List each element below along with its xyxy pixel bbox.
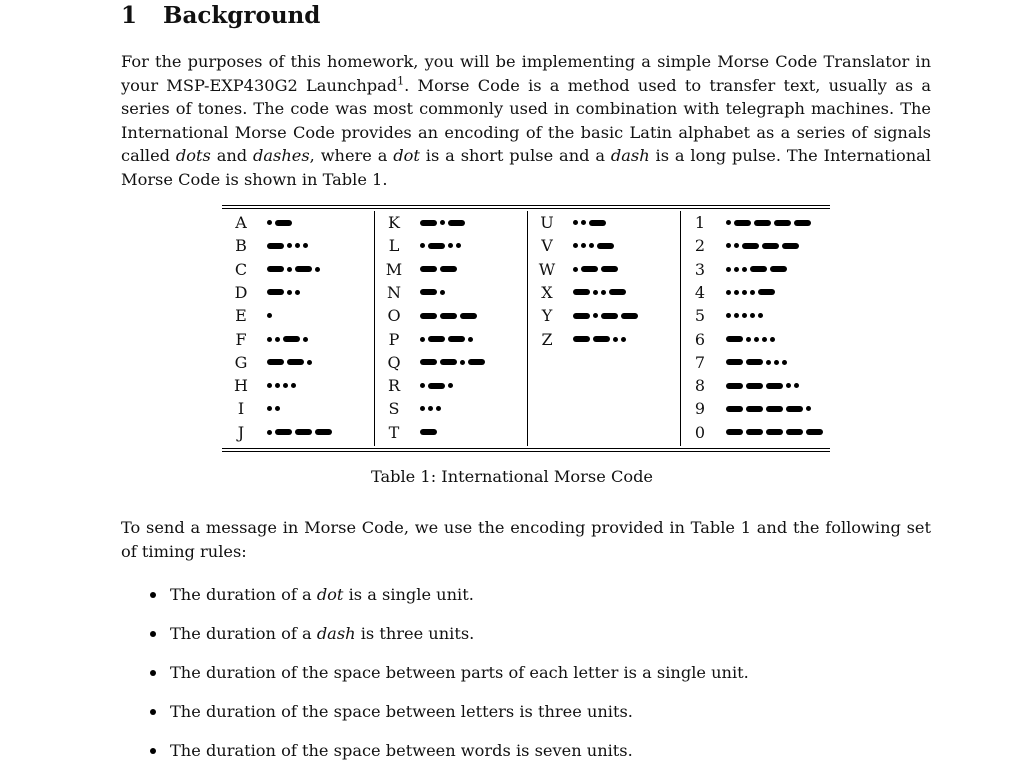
morse-dot (782, 360, 787, 365)
morse-code-symbol (267, 397, 283, 420)
morse-dot (275, 406, 280, 411)
morse-code-symbol (267, 328, 311, 351)
morse-code-symbol (420, 351, 488, 374)
morse-dot (601, 290, 606, 295)
morse-dot (456, 243, 461, 248)
morse-dash (766, 429, 783, 435)
morse-dot (726, 243, 731, 248)
morse-dash (726, 359, 743, 365)
timing-rule-item (150, 583, 749, 622)
bullet-icon (150, 709, 156, 715)
morse-code-symbol (573, 258, 621, 281)
morse-code-symbol (726, 328, 778, 351)
morse-dash (267, 243, 284, 249)
table-row (375, 281, 528, 304)
morse-dash (295, 266, 312, 272)
timing-intro-paragraph: To send a message in Morse Code, we use the encoding provided in Table 1 and the following set of timing rules: (121, 518, 931, 561)
timing-rule-item (150, 700, 749, 739)
morse-code-symbol (267, 211, 295, 234)
table-character: 1 (694, 213, 706, 232)
morse-code-symbol (420, 328, 476, 351)
morse-code-symbol (726, 374, 802, 397)
morse-dash (746, 383, 763, 389)
morse-dot (581, 243, 586, 248)
morse-code-symbol (420, 211, 468, 234)
morse-dot (734, 267, 739, 272)
morse-dash (597, 243, 614, 249)
morse-dash (315, 429, 332, 435)
table-column-a-j (222, 211, 374, 446)
morse-dot (267, 406, 272, 411)
morse-code-symbol (420, 281, 448, 304)
bullet-icon (150, 670, 156, 676)
morse-dot (287, 267, 292, 272)
morse-dot (806, 406, 811, 411)
table-row (375, 211, 528, 234)
morse-dash (440, 266, 457, 272)
morse-code-symbol (726, 281, 778, 304)
intro-text-1: For the purposes of this homework, you will be implementing a simple Morse Code Translator in your MSP-EXP430G2 Launchpad (121, 52, 931, 95)
morse-dash (460, 313, 477, 319)
morse-dot (573, 267, 578, 272)
morse-dash (420, 359, 437, 365)
table-row (375, 328, 528, 351)
morse-dot (468, 337, 473, 342)
morse-dash (581, 266, 598, 272)
table-character: H (234, 376, 248, 396)
morse-dash (601, 313, 618, 319)
morse-dot (742, 267, 747, 272)
table-character: V (541, 236, 553, 256)
morse-dash (283, 336, 300, 342)
morse-dash (726, 429, 743, 435)
table-character: 6 (694, 329, 706, 349)
table-character: G (234, 352, 248, 372)
morse-code-symbol (267, 421, 335, 444)
morse-dot (460, 360, 465, 365)
table-row (375, 351, 528, 374)
term-dot: dot (393, 146, 420, 165)
morse-dot (420, 337, 425, 342)
table-row (375, 397, 528, 420)
morse-code-symbol (420, 234, 464, 257)
table-row (681, 397, 831, 420)
morse-code-symbol (420, 304, 480, 327)
rule-text: The duration of the space between words is seven units. (170, 741, 633, 760)
table-row (375, 258, 528, 281)
morse-dot (291, 383, 296, 388)
morse-dash (428, 243, 445, 249)
morse-code-symbol (420, 374, 456, 397)
table-character: A (235, 213, 247, 232)
morse-dash (440, 313, 457, 319)
morse-dot (742, 290, 747, 295)
table-character: F (235, 329, 247, 349)
morse-dash (267, 289, 284, 295)
morse-dash (589, 220, 606, 226)
morse-code-symbol (573, 234, 617, 257)
table-character: 0 (694, 422, 706, 442)
morse-dot (766, 360, 771, 365)
morse-dot (420, 406, 425, 411)
table-row (222, 328, 374, 351)
rule-term: dot (316, 585, 344, 604)
morse-dot (283, 383, 288, 388)
morse-code-symbol (267, 304, 275, 327)
morse-dash (794, 220, 811, 226)
rule-text: The duration of the space between letters is three units. (170, 702, 633, 721)
table-row (528, 328, 681, 351)
table-character: M (385, 259, 403, 279)
morse-dot (275, 337, 280, 342)
morse-dash (593, 336, 610, 342)
intro-paragraph (121, 50, 931, 191)
morse-dot (267, 430, 272, 435)
timing-rule-item (150, 661, 749, 700)
morse-dot (770, 337, 775, 342)
table-character: K (388, 213, 400, 232)
rule-text-end: is three units. (355, 624, 475, 643)
table-character: T (388, 422, 400, 442)
bullet-icon (150, 592, 156, 598)
morse-dot (750, 290, 755, 295)
table-character: 7 (694, 352, 706, 372)
morse-dash (726, 336, 743, 342)
morse-code-symbol (267, 281, 303, 304)
timing-rules-list (150, 583, 749, 778)
morse-dot (593, 313, 598, 318)
morse-dash (726, 406, 743, 412)
morse-dot (613, 337, 618, 342)
morse-dash (287, 359, 304, 365)
table-column-k-t (374, 211, 528, 446)
morse-dot (573, 243, 578, 248)
morse-code-symbol (726, 234, 802, 257)
morse-dot (593, 290, 598, 295)
morse-code-symbol (726, 351, 790, 374)
morse-dot (621, 337, 626, 342)
morse-dash (766, 406, 783, 412)
morse-code-symbol (420, 258, 460, 281)
morse-dash (766, 383, 783, 389)
morse-dot (762, 337, 767, 342)
morse-dash (621, 313, 638, 319)
morse-dot (303, 337, 308, 342)
table-character: X (541, 282, 553, 302)
morse-dot (440, 290, 445, 295)
term-dots: dots (175, 146, 211, 165)
morse-dash (420, 220, 437, 226)
table-row (681, 304, 831, 327)
table-character: Q (387, 352, 401, 372)
table-row (222, 421, 374, 444)
morse-dot (726, 290, 731, 295)
morse-dash (762, 243, 779, 249)
morse-dot (742, 313, 747, 318)
morse-code-symbol (573, 281, 629, 304)
morse-dot (295, 243, 300, 248)
table-row (528, 281, 681, 304)
table-character: 9 (694, 399, 706, 419)
morse-dot (774, 360, 779, 365)
morse-code-symbol (267, 234, 311, 257)
morse-code-symbol (573, 211, 609, 234)
intro-text-3: , where a (309, 146, 394, 165)
morse-dash (750, 266, 767, 272)
morse-dot (267, 313, 272, 318)
table-row (528, 211, 681, 234)
table-row (375, 421, 528, 444)
morse-dash (754, 220, 771, 226)
table-character: S (388, 399, 400, 419)
table-row (528, 258, 681, 281)
table-character: E (235, 306, 247, 326)
morse-code-symbol (726, 421, 826, 444)
morse-dot (275, 383, 280, 388)
table-row (375, 374, 528, 397)
morse-dot (295, 290, 300, 295)
intro-and: and (210, 146, 254, 165)
morse-dash (573, 289, 590, 295)
intro-text-2: . Morse Code is a method used to transfer text, usually as a series of tones. The code was most commonly used in combination with telegraph machines. The International Morse Code provides an encoding of the basic Latin alphabet as a series of signals called (121, 75, 932, 165)
table-row (681, 281, 831, 304)
section-heading (121, 2, 320, 29)
morse-code-symbol (573, 328, 629, 351)
intro-text-5: is a long pulse. The International Morse Code is shown in Table 1. (121, 146, 931, 189)
morse-dot (267, 337, 272, 342)
table-row (681, 211, 831, 234)
morse-dash (806, 429, 823, 435)
morse-dash (428, 383, 445, 389)
morse-dash (448, 336, 465, 342)
morse-dot (589, 243, 594, 248)
rule-text-end: is a single unit. (343, 585, 474, 604)
morse-dot (315, 267, 320, 272)
morse-dash (295, 429, 312, 435)
table-character: 4 (694, 282, 706, 302)
bullet-icon (150, 631, 156, 637)
morse-dot (267, 220, 272, 225)
morse-dash (786, 406, 803, 412)
morse-dot (436, 406, 441, 411)
rule-term: dash (316, 624, 356, 643)
morse-dash (601, 266, 618, 272)
morse-dot (287, 290, 292, 295)
morse-dot (307, 360, 312, 365)
morse-dot (573, 220, 578, 225)
table-row (222, 304, 374, 327)
table-row (222, 258, 374, 281)
table-character: C (234, 259, 248, 279)
table-column-u-z (527, 211, 681, 446)
morse-dash (428, 336, 445, 342)
morse-dot (754, 337, 759, 342)
morse-dash (440, 359, 457, 365)
table-character: W (538, 259, 556, 279)
table-row (222, 211, 374, 234)
morse-code-symbol (267, 258, 323, 281)
table-character: 5 (694, 306, 706, 326)
table-row (681, 328, 831, 351)
morse-dash (770, 266, 787, 272)
term-dashes: dashes (253, 146, 310, 165)
morse-dash (267, 266, 284, 272)
morse-dash (746, 406, 763, 412)
morse-dash (573, 313, 590, 319)
table-row (528, 304, 681, 327)
section-number: 1 (121, 2, 138, 29)
table-row (681, 258, 831, 281)
table-character: 2 (694, 236, 706, 256)
morse-dash (573, 336, 590, 342)
morse-dash (758, 289, 775, 295)
morse-dash (468, 359, 485, 365)
table-character: L (388, 236, 400, 256)
table-row (681, 351, 831, 374)
table-row (375, 234, 528, 257)
table-character: Z (541, 329, 553, 349)
morse-dot (794, 383, 799, 388)
morse-dot (734, 313, 739, 318)
table-character: J (237, 422, 245, 442)
table-character: Y (541, 306, 553, 326)
morse-dash (420, 313, 437, 319)
morse-dot (734, 290, 739, 295)
morse-dash (420, 266, 437, 272)
table-row (528, 234, 681, 257)
bullet-icon (150, 748, 156, 754)
morse-code-symbol (726, 304, 766, 327)
table-row (222, 281, 374, 304)
morse-dot (581, 220, 586, 225)
morse-dash (448, 220, 465, 226)
morse-code-symbol (573, 304, 641, 327)
morse-dash (275, 220, 292, 226)
rule-text: The duration of the space between parts of each letter is a single unit. (170, 663, 749, 682)
morse-dot (440, 220, 445, 225)
table-row (222, 351, 374, 374)
table-character: I (237, 399, 245, 419)
footnote-mark[interactable]: 1 (397, 74, 405, 88)
morse-dot (267, 383, 272, 388)
morse-dash (746, 429, 763, 435)
morse-code-symbol (420, 397, 444, 420)
morse-dash (746, 359, 763, 365)
table-character: N (387, 282, 401, 302)
table-character: D (234, 282, 248, 302)
morse-dash (742, 243, 759, 249)
morse-dot (448, 243, 453, 248)
table-character: B (235, 236, 247, 256)
table-row (375, 304, 528, 327)
morse-dot (420, 243, 425, 248)
morse-dot (786, 383, 791, 388)
morse-dot (758, 313, 763, 318)
morse-code-table (222, 205, 830, 452)
table-row (681, 374, 831, 397)
morse-dash (774, 220, 791, 226)
rule-text: The duration of a (170, 624, 317, 643)
morse-dash (782, 243, 799, 249)
morse-code-symbol (420, 421, 440, 444)
morse-dash (726, 383, 743, 389)
table-row (222, 374, 374, 397)
table-character: 8 (694, 376, 706, 396)
table-row (222, 397, 374, 420)
morse-dot (750, 313, 755, 318)
table-character: U (540, 213, 554, 232)
morse-code-symbol (267, 374, 299, 397)
table-character: R (387, 376, 401, 396)
morse-code-symbol (726, 211, 814, 234)
morse-dash (420, 429, 437, 435)
morse-dot (746, 337, 751, 342)
morse-code-symbol (726, 397, 814, 420)
table-column-digits (680, 211, 831, 446)
morse-dot (734, 243, 739, 248)
morse-dash (609, 289, 626, 295)
morse-dot (726, 220, 731, 225)
table-character: 3 (694, 259, 706, 279)
morse-dot (287, 243, 292, 248)
morse-dot (448, 383, 453, 388)
morse-dash (420, 289, 437, 295)
timing-rule-item (150, 739, 749, 778)
morse-dash (734, 220, 751, 226)
table-row (681, 421, 831, 444)
morse-dot (726, 267, 731, 272)
table-character: O (387, 306, 401, 326)
table-caption: Table 1: International Morse Code (370, 467, 654, 486)
morse-dash (786, 429, 803, 435)
morse-dash (267, 359, 284, 365)
table-row (222, 234, 374, 257)
section-title: Background (163, 2, 321, 29)
morse-code-symbol (267, 351, 315, 374)
table-row (681, 234, 831, 257)
morse-dot (726, 313, 731, 318)
term-dash: dash (610, 146, 650, 165)
table-character: P (388, 329, 400, 349)
rule-text: The duration of a (170, 585, 317, 604)
morse-code-symbol (726, 258, 790, 281)
morse-dot (428, 406, 433, 411)
morse-dot (303, 243, 308, 248)
intro-text-4: is a short pulse and a (419, 146, 611, 165)
timing-rule-item (150, 622, 749, 661)
morse-dash (275, 429, 292, 435)
morse-dot (420, 383, 425, 388)
